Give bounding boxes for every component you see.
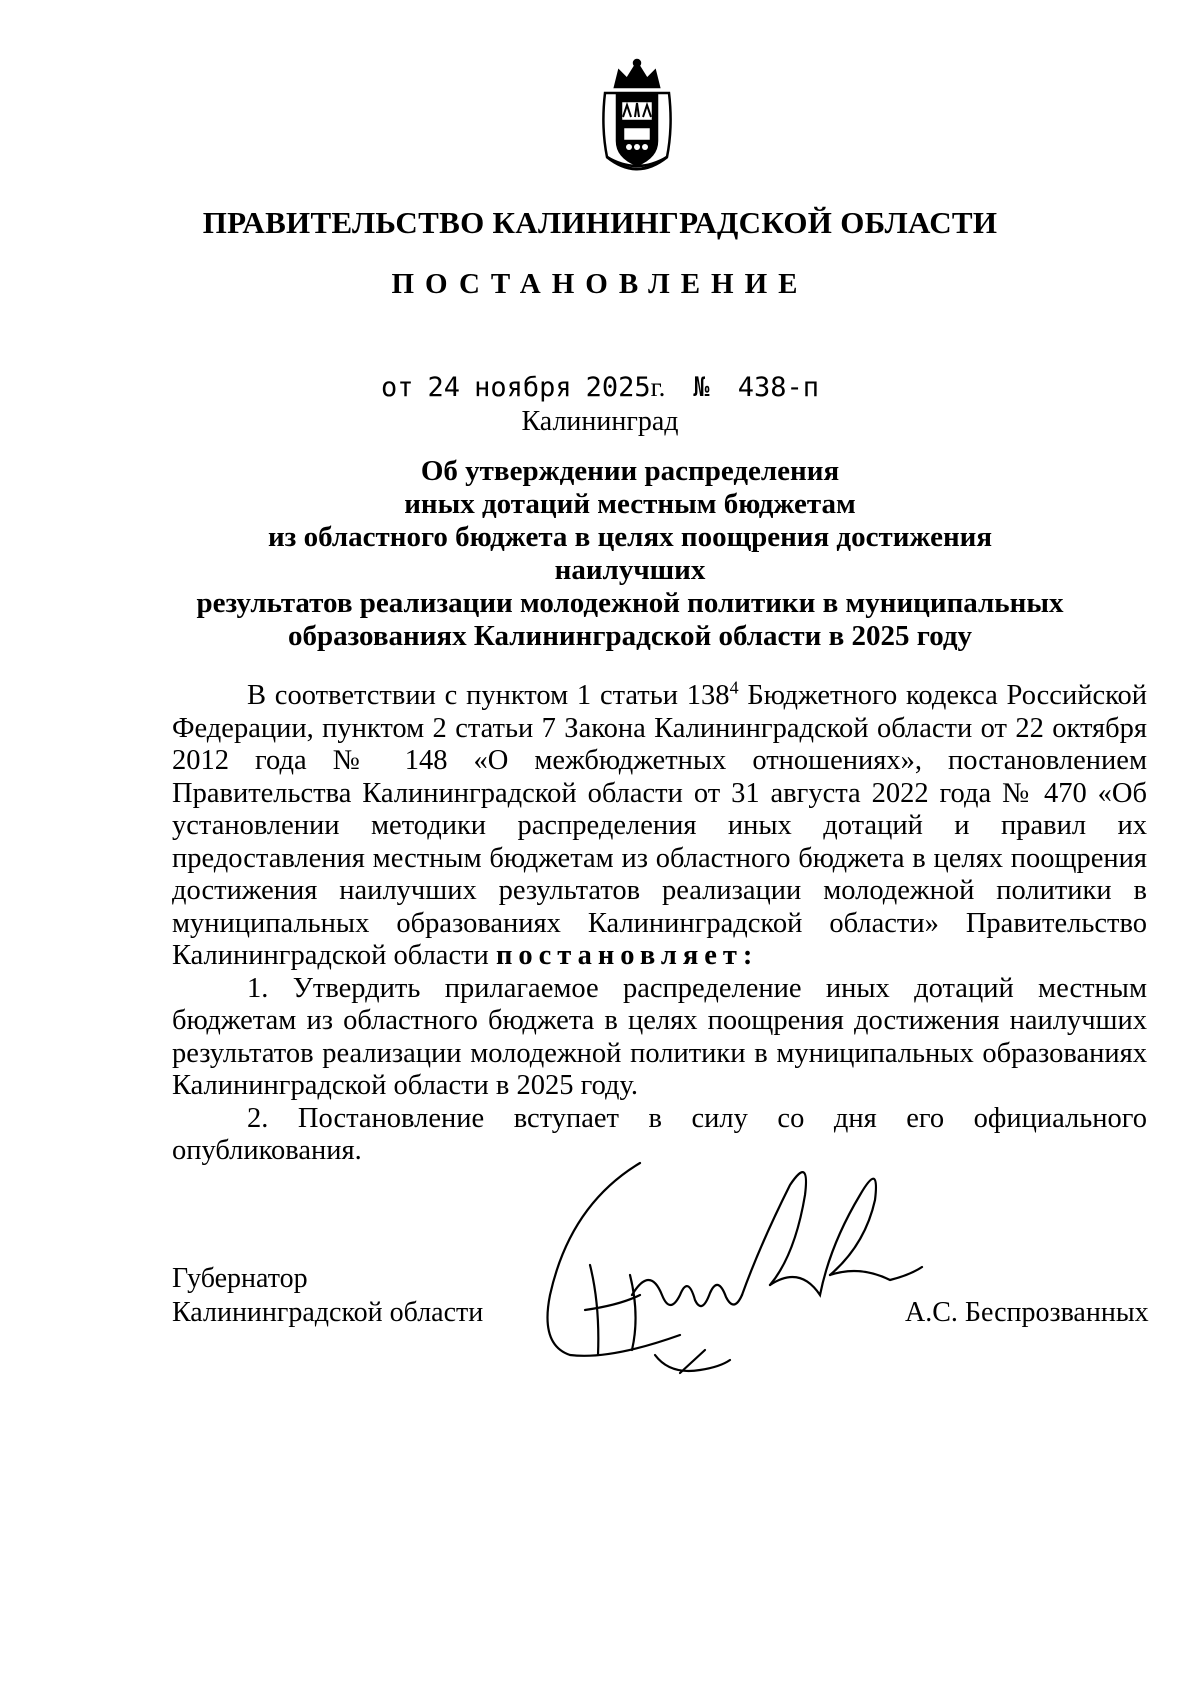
signature-icon	[530, 1145, 930, 1395]
government-title: ПРАВИТЕЛЬСТВО КАЛИНИНГРАДСКОЙ ОБЛАСТИ	[202, 205, 998, 240]
city: Калининград	[521, 406, 679, 437]
date-month: ноября	[474, 372, 572, 403]
document-number: 438-п	[737, 372, 819, 403]
item-paragraph: 1. Утвердить прилагаемое распределение иных дотаций местным бюджетам из областного бюджета в целях поощрения достижения наилучших результатов реализации молодежной политики в муниципальных образованиях Калининградской области в 2025 году.	[172, 972, 1147, 1101]
article-superscript: 4	[729, 677, 739, 698]
date-number-line	[0, 372, 1200, 403]
coat-of-arms-icon	[597, 57, 677, 177]
date-year: 2025	[585, 372, 651, 403]
date-prefix: от	[381, 372, 414, 403]
date-year-suffix: г.	[650, 372, 666, 402]
subject-line: результатов реализации молодежной политики в муниципальных	[196, 587, 1064, 619]
signatory-name: А.С. Беспрозванных	[905, 1297, 1149, 1328]
number-sign: №	[693, 372, 710, 403]
preamble-text: В соответствии с пунктом 1 статьи 138	[247, 680, 730, 711]
item-paragraph: 2. Постановление вступает в силу со дня его официального опубликования.	[172, 1102, 1147, 1166]
signatory-region: Калининградской области	[172, 1297, 484, 1328]
document-subject	[190, 455, 1070, 653]
signatory-position	[172, 1262, 483, 1330]
signatory-title: Губернатор	[172, 1263, 308, 1294]
subject-line: из областного бюджета в целях поощрения достижения наилучших	[267, 521, 993, 586]
date-day: 24	[427, 372, 461, 403]
preamble-text: Бюджетного кодекса Российской Федерации, пунктом 2 статьи 7 Закона Калининградской области от 22 октября 2012 года № 148 «О межбюджетных отношениях», постановлением Правительства Калининградской области от 31 августа 2022 года № 470 «Об установлении методики распределения иных дотаций и правил их предоставления местным бюджетам из областного бюджета в целях поощрения достижения наилучших результатов реализации молодежной политики в муниципальных образованиях Калининградской области» Правительство Калининградской области	[172, 680, 1148, 971]
subject-line: образованиях Калининградской области в 2025 году	[287, 620, 973, 652]
subject-line: иных дотаций местным бюджетам	[404, 488, 856, 520]
document-type: ПОСТАНОВЛЕНИЕ	[391, 268, 809, 300]
subject-line: Об утверждении распределения	[420, 455, 840, 487]
document-body	[172, 677, 1148, 1168]
preamble-paragraph	[172, 677, 1148, 973]
action-verb: постановляет:	[495, 940, 759, 971]
